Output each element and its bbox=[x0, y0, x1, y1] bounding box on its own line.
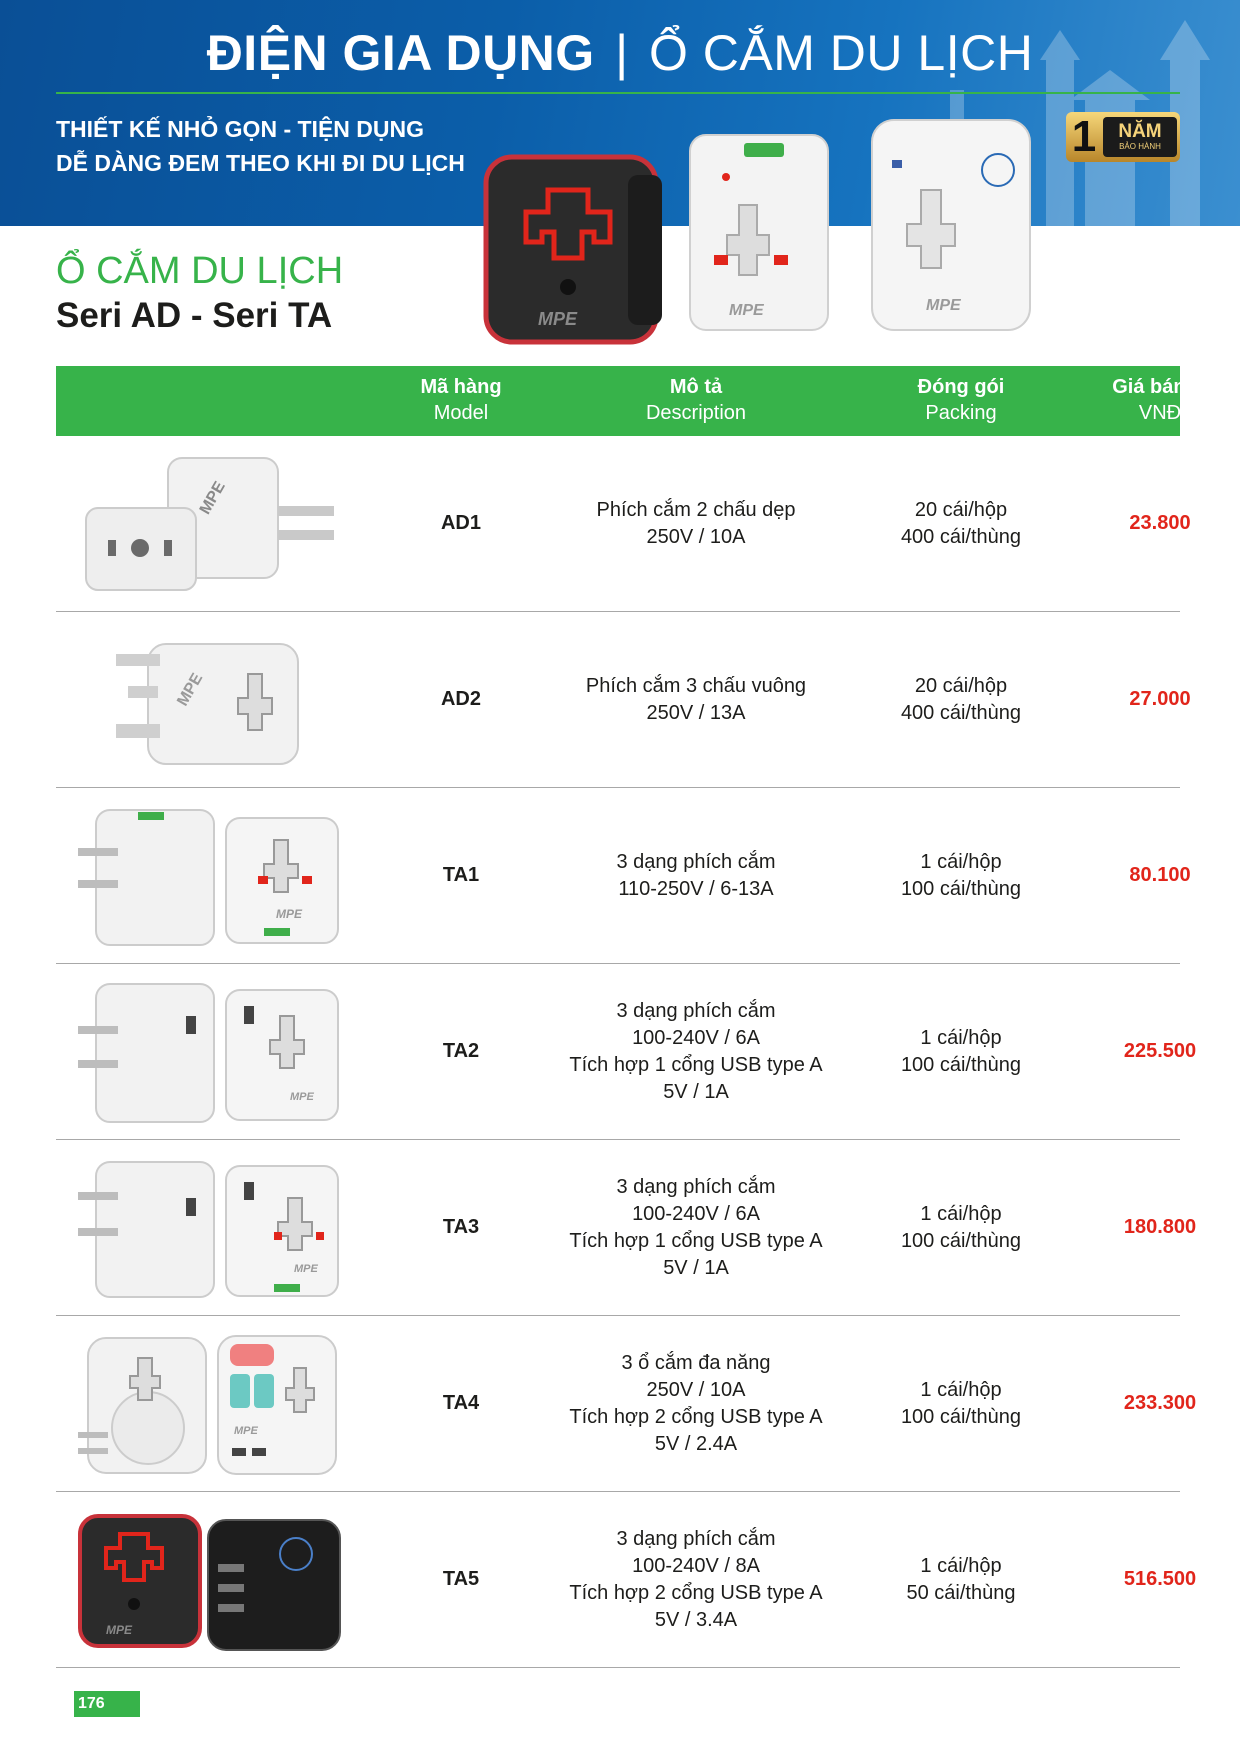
desc-line: 110-250V / 6-13A bbox=[618, 877, 774, 900]
row-description bbox=[526, 612, 866, 787]
table-row bbox=[56, 1316, 1197, 1492]
desc-line: Phích cắm 2 chấu dẹp bbox=[596, 498, 796, 521]
title-separator: | bbox=[615, 25, 629, 81]
row-model: TA4 bbox=[442, 1392, 480, 1414]
thumb-logo: MPE bbox=[276, 907, 303, 921]
pack-line: 100 cái/thùng bbox=[900, 1229, 1022, 1252]
header-pack-sub: Packing bbox=[925, 402, 997, 424]
row-description bbox=[526, 1316, 866, 1491]
row-model: AD1 bbox=[440, 512, 481, 534]
banner-title bbox=[0, 24, 1240, 82]
warranty-number: 1 bbox=[1071, 112, 1097, 161]
hero-adapter-black bbox=[478, 145, 668, 355]
product-image-ta1 bbox=[68, 800, 378, 950]
row-description bbox=[526, 1492, 866, 1667]
header-price-sub: VNĐ bbox=[1138, 402, 1182, 424]
pack-line: 1 cái/hộp bbox=[920, 1202, 1002, 1225]
hero-adapter-white-2 bbox=[866, 110, 1036, 340]
section-title: Ổ CẮM DU LỊCH bbox=[56, 250, 344, 292]
hero-adapter-white-1 bbox=[684, 125, 834, 340]
desc-line: 250V / 10A bbox=[646, 1378, 746, 1401]
pack-line: 1 cái/hộp bbox=[920, 1554, 1002, 1577]
header-desc bbox=[566, 374, 826, 426]
pack-line: 1 cái/hộp bbox=[920, 850, 1002, 873]
table-row bbox=[56, 1492, 1197, 1668]
hero-2-logo: MPE bbox=[729, 302, 764, 319]
pack-line: 400 cái/thùng bbox=[900, 701, 1022, 724]
pack-line: 100 cái/thùng bbox=[900, 877, 1022, 900]
desc-line: 5V / 2.4A bbox=[654, 1432, 738, 1455]
row-description bbox=[526, 788, 866, 963]
product-image-ta3 bbox=[68, 1152, 378, 1302]
header-desc-sub: Description bbox=[645, 402, 747, 424]
thumb-logo: MPE bbox=[234, 1425, 258, 1437]
pack-line: 1 cái/hộp bbox=[920, 1026, 1002, 1049]
title-light: Ổ CẮM DU LỊCH bbox=[649, 25, 1034, 81]
table-row bbox=[56, 788, 1191, 964]
header-price bbox=[1056, 374, 1240, 426]
row-price: 180.800 bbox=[1123, 1216, 1197, 1238]
desc-line: 3 dạng phích cắm bbox=[616, 850, 776, 873]
desc-line: 3 dạng phích cắm bbox=[616, 1527, 776, 1550]
desc-line: 100-240V / 6A bbox=[632, 1202, 760, 1225]
row-price: 225.500 bbox=[1123, 1040, 1197, 1062]
title-bold: ĐIỆN GIA DỤNG bbox=[206, 25, 595, 81]
tagline bbox=[56, 112, 465, 180]
section-subtitle: Seri AD - Seri TA bbox=[56, 296, 333, 335]
header-model-label: Mã hàng bbox=[420, 376, 502, 398]
table-header bbox=[56, 366, 1208, 436]
pack-line: 400 cái/thùng bbox=[900, 525, 1022, 548]
product-image-ta5 bbox=[68, 1504, 378, 1654]
product-image-ta2 bbox=[68, 976, 378, 1126]
banner-divider bbox=[56, 92, 1180, 94]
desc-line: 5V / 1A bbox=[663, 1080, 729, 1103]
pack-line: 1 cái/hộp bbox=[920, 1378, 1002, 1401]
header-desc-label: Mô tả bbox=[669, 376, 723, 398]
row-model: TA1 bbox=[442, 864, 480, 886]
pack-line: 100 cái/thùng bbox=[900, 1405, 1022, 1428]
warranty-badge bbox=[1066, 112, 1180, 162]
tagline-line-1: THIẾT KẾ NHỎ GỌN - TIỆN DỤNG bbox=[56, 116, 424, 142]
desc-line: 5V / 3.4A bbox=[654, 1608, 738, 1631]
row-price: 80.100 bbox=[1129, 864, 1191, 886]
row-description bbox=[526, 964, 866, 1139]
desc-line: 100-240V / 8A bbox=[632, 1554, 760, 1577]
pack-line: 50 cái/thùng bbox=[906, 1581, 1016, 1604]
desc-line: Tích hợp 2 cổng USB type A bbox=[569, 1405, 823, 1428]
warranty-unit: NĂM bbox=[1118, 121, 1162, 142]
page-number: 176 bbox=[74, 1691, 140, 1717]
product-image-ad2 bbox=[68, 624, 378, 774]
warranty-box bbox=[1103, 117, 1177, 157]
desc-line: 3 dạng phích cắm bbox=[616, 999, 776, 1022]
row-description bbox=[526, 1140, 866, 1315]
thumb-logo: MPE bbox=[196, 478, 229, 518]
row-model: AD2 bbox=[440, 688, 481, 710]
thumb-logo: MPE bbox=[294, 1263, 318, 1275]
row-model: TA3 bbox=[442, 1216, 480, 1238]
hero-3-logo: MPE bbox=[926, 297, 961, 314]
header-model bbox=[356, 374, 566, 426]
thumb-logo: MPE bbox=[174, 670, 207, 709]
table-row bbox=[56, 964, 1197, 1140]
product-image-ta4 bbox=[68, 1328, 378, 1478]
thumb-logo: MPE bbox=[290, 1091, 314, 1103]
desc-line: Phích cắm 3 chấu vuông bbox=[585, 674, 807, 697]
product-image-ad1 bbox=[68, 448, 378, 598]
desc-line: 5V / 1A bbox=[663, 1256, 729, 1279]
row-model: TA2 bbox=[442, 1040, 480, 1062]
row-description bbox=[526, 436, 866, 611]
table-row bbox=[56, 436, 1191, 612]
pack-line: 20 cái/hộp bbox=[914, 674, 1008, 697]
table-row bbox=[56, 1140, 1197, 1316]
desc-line: Tích hợp 1 cổng USB type A bbox=[569, 1053, 823, 1076]
header-model-sub: Model bbox=[433, 402, 489, 424]
warranty-label: BẢO HÀNH bbox=[1119, 142, 1161, 151]
header-pack-label: Đóng gói bbox=[917, 376, 1005, 398]
desc-line: Tích hợp 2 cổng USB type A bbox=[569, 1581, 823, 1604]
thumb-logo: MPE bbox=[106, 1623, 133, 1637]
hero-1-logo: MPE bbox=[538, 309, 578, 329]
pack-line: 100 cái/thùng bbox=[900, 1053, 1022, 1076]
desc-line: 3 ổ cắm đa năng bbox=[621, 1351, 771, 1374]
header-price-label: Giá bán lẻ bbox=[1112, 376, 1208, 398]
pack-line: 20 cái/hộp bbox=[914, 498, 1008, 521]
tagline-line-2: DỄ DÀNG ĐEM THEO KHI ĐI DU LỊCH bbox=[56, 150, 465, 176]
row-price: 233.300 bbox=[1123, 1392, 1197, 1414]
row-price: 516.500 bbox=[1123, 1568, 1197, 1590]
row-price: 27.000 bbox=[1129, 688, 1191, 710]
table-row bbox=[56, 612, 1191, 788]
row-price: 23.800 bbox=[1129, 512, 1191, 534]
desc-line: 250V / 10A bbox=[646, 525, 746, 548]
desc-line: 3 dạng phích cắm bbox=[616, 1175, 776, 1198]
row-model: TA5 bbox=[442, 1568, 480, 1590]
desc-line: 250V / 13A bbox=[646, 701, 746, 724]
desc-line: Tích hợp 1 cổng USB type A bbox=[569, 1229, 823, 1252]
desc-line: 100-240V / 6A bbox=[632, 1026, 760, 1049]
